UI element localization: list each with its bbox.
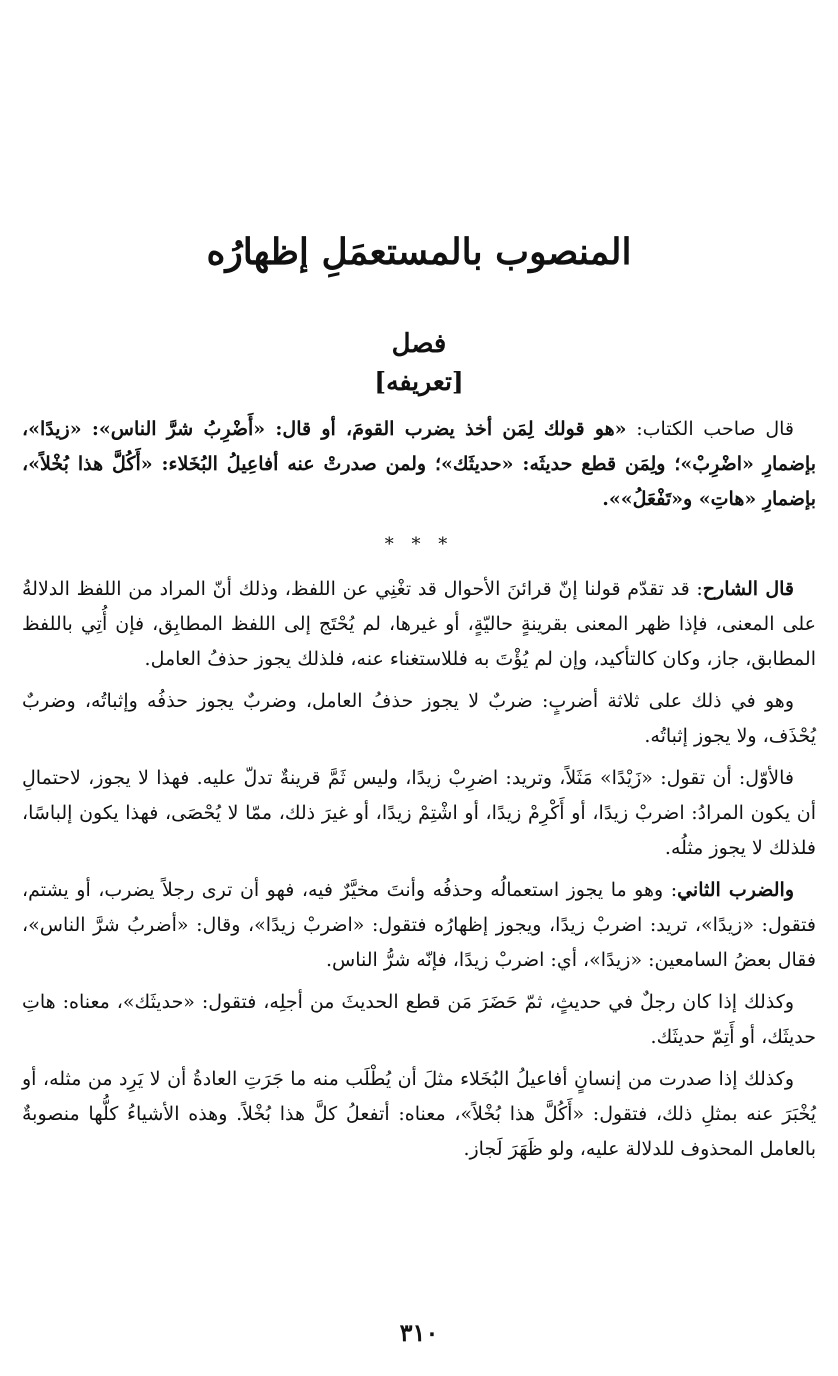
commentary-paragraph-2: وهو في ذلك على ثلاثة أضربٍ: ضربٌ لا يجوز حذفُ العامل، وضربٌ يجوز حذفُه وإثباتُه، وضربٌ يُحْذَف، ولا يجوز إثباتُه. [22, 690, 816, 747]
matn-text: «هو قولك لِمَن أخذ يضرب القومَ، أو قال: «أَضْرِبُ شرَّ الناس»: «زيدًا»، بإضمارِ «اضْرِبْ»؛ ولِمَن قطع حديثَه: «حديثَك»؛ ولمن صدرتْ عنه أفاعِيلُ البُخَلاء: «أَكُلَّ هذا بُخْلاً»، بإضمارِ «هاتِ» و«تَفْعَلُ»». [22, 418, 816, 510]
second-type-label: والضرب الثاني [677, 879, 794, 901]
commentary-text-1: : قد تقدّم قولنا إنّ قرائنَ الأحوال قد تغْنِي عن اللفظ، وذلك أنّ المراد من اللفظ الدلالةُ على المعنى، فإذا ظهر المعنى بقرينةٍ حاليّةٍ، أو غيرها، لم يُحْتَج إلى اللفظ المطابِق، فإن أُتِي باللفظ المطابق، جاز، وكان كالتأكيد، وإن لم يُؤْتَ به فللاستغناء عنه، فلذلك يجوز حذفُ العامل. [22, 578, 816, 670]
document-page [22, 0, 816, 1376]
commentary-paragraph-1 [22, 572, 816, 677]
separator-stars: * * * [384, 534, 454, 555]
page-number: ٣١٠ [399, 1318, 439, 1347]
matn-paragraph [22, 412, 816, 517]
commentary-paragraph-6: وكذلك إذا صدرت من إنسانٍ أفاعيلُ البُخَلاء مثلَ أن يُطْلَب منه ما جَرَتِ العادةُ أن لا يَرِد من مثله، أو يُخْبَرَ عنه بمثلِ ذلك، فتقول: «أَكُلَّ هذا بُخْلاً»، معناه: أتفعلُ كلَّ هذا بُخْلاً. وهذه الأشياءُ كلُّها منصوبةٌ بالعامل المحذوف للدلالة عليه، ولو ظَهَرَ لَجاز. [22, 1068, 816, 1160]
commentary-paragraph-5: وكذلك إذا كان رجلٌ في حديثٍ، ثمّ حَضَرَ مَن قطع الحديثَ من أجلِه، فتقول: «حديثَك»، معناه: هاتِ حديثَك، أو أَتِمّ حديثَك. [22, 991, 816, 1048]
commentary-paragraph-3: فالأوّل: أن تقول: «زَيْدًا» مَثَلاً، وتريد: اضرِبْ زيدًا، وليس ثَمَّ قرينةٌ تدلّ عليه. فهذا لا يجوز، لاحتمالِ أن يكون المرادُ: اضربْ زيدًا، أو أَكْرِمْ زيدًا، أو اشْتِمْ زيدًا، أو غيرَ ذلك، ممّا لا يُحْصَى، فهذا يكون إلباسًا، فلذلك لا يجوز مثلُه. [22, 767, 816, 859]
commentary-paragraph-4 [22, 873, 816, 978]
section-subheading: [تعريفه] [374, 367, 464, 396]
body-text [22, 412, 816, 1174]
commentary-text-4: : وهو ما يجوز استعمالُه وحذفُه وأنتَ مخيَّرٌ فيه، فهو أن ترى رجلاً يضرب، أو يشتم، فتقول: «زيدًا»، تريد: اضربْ زيدًا، ويجوز إظهارُه فتقول: «اضربْ زيدًا»، وقال: «أضربُ شرَّ الناس»، فقال بعضُ السامعين: «زيدًا»، أي: اضربْ زيدًا، فإنّه شرُّ الناس. [22, 879, 816, 971]
chapter-title: المنصوب بالمستعمَلِ إظهارُه [206, 231, 632, 273]
section-heading: فصل [391, 329, 447, 359]
commentary-label: قال الشارح [702, 578, 794, 600]
matn-intro: قال صاحب الكتاب: [626, 418, 795, 440]
